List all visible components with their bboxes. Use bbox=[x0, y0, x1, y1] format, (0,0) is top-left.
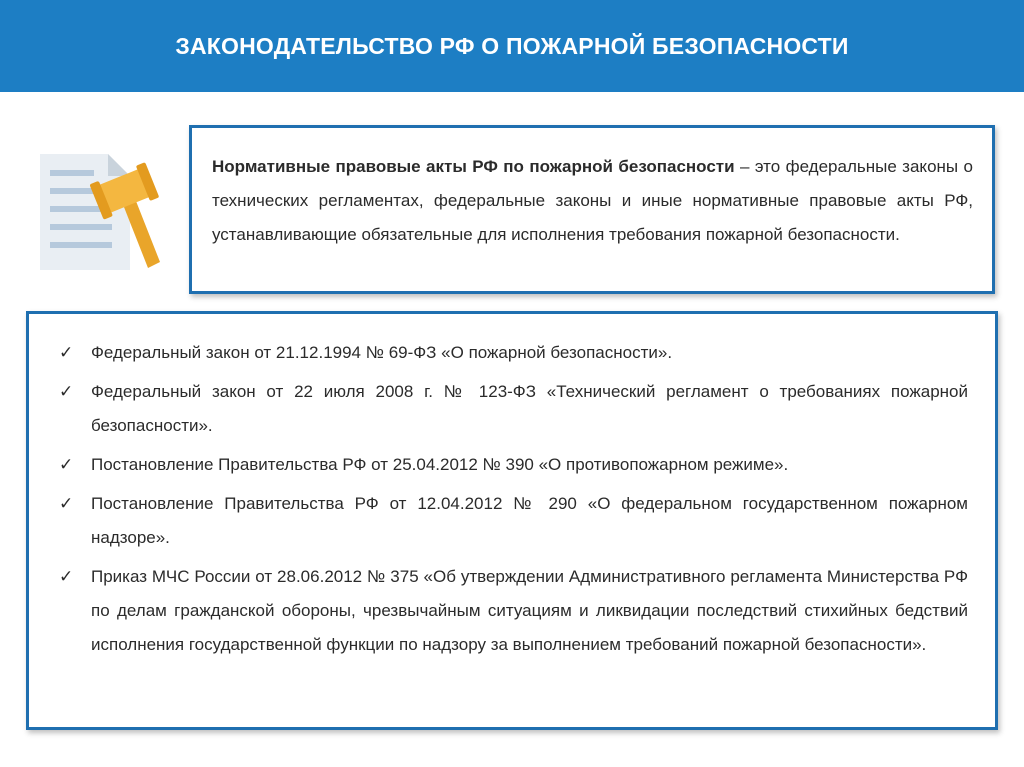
laws-box bbox=[26, 311, 998, 730]
checkmark-icon: ✓ bbox=[59, 567, 74, 587]
law-text: Федеральный закон от 22 июля 2008 г. № 123-ФЗ «Технический регламент о требованиях пожарной безопасности». bbox=[91, 382, 968, 435]
header-bar bbox=[0, 0, 1024, 92]
checkmark-icon: ✓ bbox=[59, 343, 74, 363]
list-item bbox=[59, 336, 968, 370]
definition-body: – это федеральные законы о технических регламентах, федеральные законы и иные нормативные правовые акты РФ, устанавливающие обязательные для исполнения требования пожарной безопасности. bbox=[212, 157, 973, 244]
definition-box bbox=[189, 125, 995, 294]
list-item bbox=[59, 375, 968, 443]
list-item bbox=[59, 487, 968, 555]
law-text: Постановление Правительства РФ от 25.04.2012 № 390 «О противопожарном режиме». bbox=[91, 455, 789, 474]
law-text: Федеральный закон от 21.12.1994 № 69-ФЗ «О пожарной безопасности». bbox=[91, 343, 673, 362]
list-item bbox=[59, 560, 968, 662]
law-text: Постановление Правительства РФ от 12.04.2012 № 290 «О федеральном государственном пожарном надзоре». bbox=[91, 494, 968, 547]
checkmark-icon: ✓ bbox=[59, 494, 74, 514]
document-gavel-icon bbox=[38, 142, 168, 277]
list-item bbox=[59, 448, 968, 482]
law-text: Приказ МЧС России от 28.06.2012 № 375 «Об утверждении Административного регламента Министерства РФ по делам гражданской обороны, чрезвычайным ситуациям и ликвидации последствий стихийных бедствий исполнения государственной функции по надзору за выполнением требований пожарной безопасности». bbox=[91, 567, 968, 654]
page-title: ЗАКОНОДАТЕЛЬСТВО РФ О ПОЖАРНОЙ БЕЗОПАСНОСТИ bbox=[175, 32, 849, 59]
law-list bbox=[59, 336, 968, 662]
definition-text bbox=[212, 150, 973, 252]
definition-term: Нормативные правовые акты РФ по пожарной безопасности bbox=[212, 157, 735, 176]
checkmark-icon: ✓ bbox=[59, 382, 74, 402]
checkmark-icon: ✓ bbox=[59, 455, 74, 475]
